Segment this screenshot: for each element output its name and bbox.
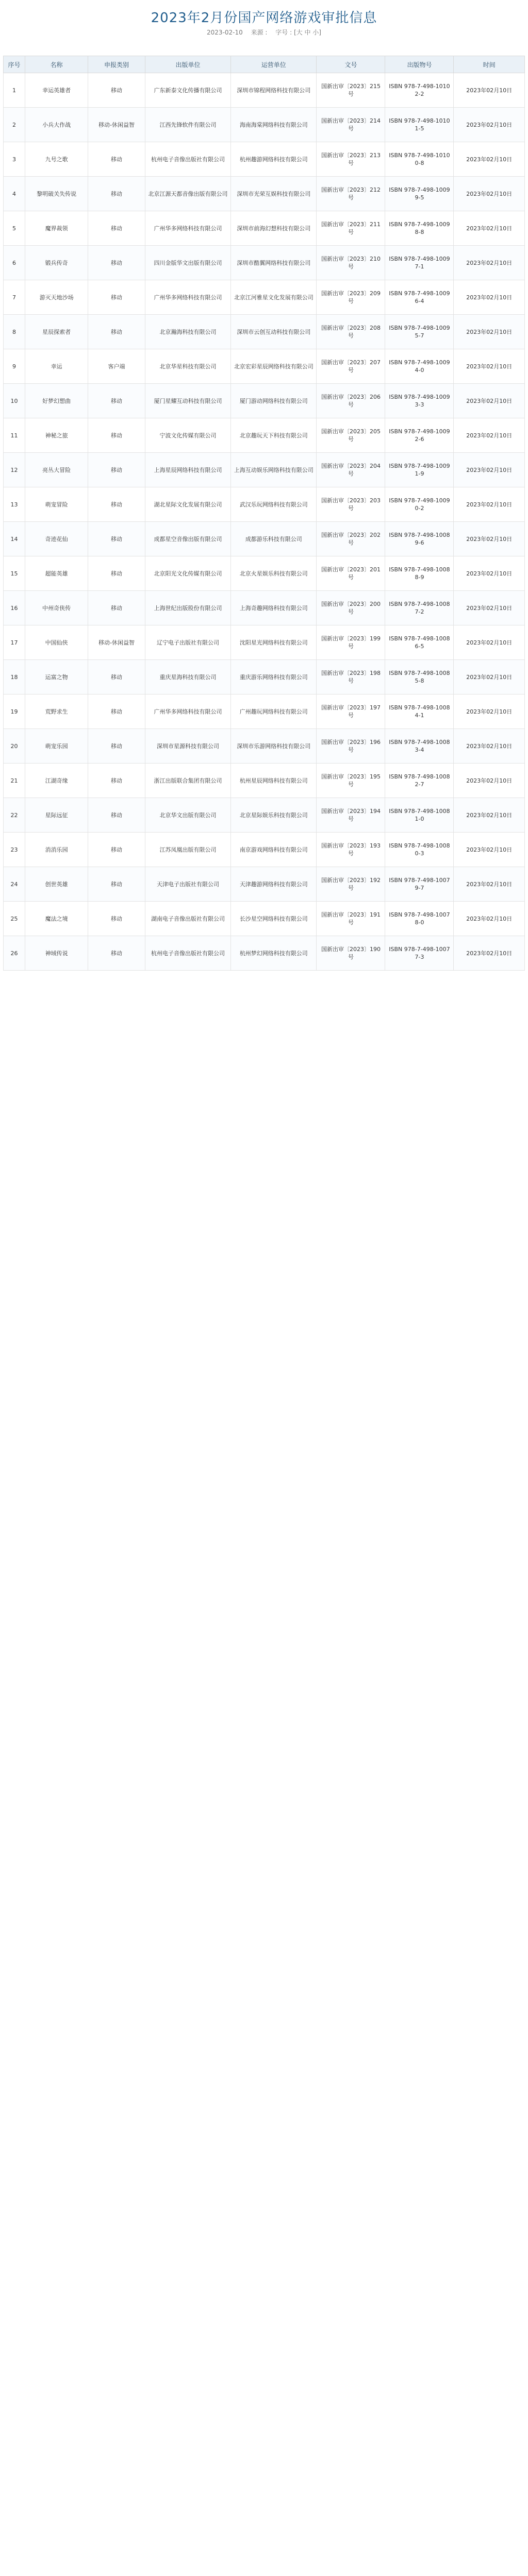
cell-publisher: 北京瀚海科技有限公司 bbox=[145, 315, 230, 349]
cell-isbn: ISBN 978-7-498-10087-2 bbox=[385, 591, 454, 625]
cell-operator: 杭州梦幻网络科技有限公司 bbox=[231, 936, 317, 971]
cell-date: 2023年02月10日 bbox=[454, 902, 525, 936]
cell-no: 18 bbox=[4, 660, 25, 694]
col-header-no: 序号 bbox=[4, 56, 25, 73]
cell-no: 7 bbox=[4, 280, 25, 315]
table-row bbox=[4, 280, 525, 315]
cell-isbn: ISBN 978-7-498-10079-7 bbox=[385, 867, 454, 902]
cell-publisher: 杭州电子音像出版社有限公司 bbox=[145, 936, 230, 971]
cell-name: 魔法之境 bbox=[25, 902, 88, 936]
cell-name: 好梦幻想曲 bbox=[25, 384, 88, 418]
cell-doc-no: 国新出审〔2023〕193号 bbox=[317, 833, 385, 867]
cell-type: 移动 bbox=[88, 729, 145, 764]
col-header-doc-no: 文号 bbox=[317, 56, 385, 73]
cell-doc-no: 国新出审〔2023〕210号 bbox=[317, 246, 385, 280]
cell-publisher: 北京华文出版有限公司 bbox=[145, 798, 230, 833]
table-row bbox=[4, 867, 525, 902]
cell-isbn: ISBN 978-7-498-10081-0 bbox=[385, 798, 454, 833]
cell-doc-no: 国新出审〔2023〕213号 bbox=[317, 142, 385, 177]
publish-date: 2023-02-10 bbox=[207, 29, 243, 36]
cell-operator: 长沙星空网络科技有限公司 bbox=[231, 902, 317, 936]
cell-type: 移动 bbox=[88, 246, 145, 280]
cell-operator: 北京星际娱乐科技有限公司 bbox=[231, 798, 317, 833]
cell-publisher: 广州华多网络科技有限公司 bbox=[145, 211, 230, 246]
table-row bbox=[4, 522, 525, 556]
cell-operator: 海南海棠网络科技有限公司 bbox=[231, 108, 317, 142]
cell-doc-no: 国新出审〔2023〕207号 bbox=[317, 349, 385, 384]
cell-doc-no: 国新出审〔2023〕201号 bbox=[317, 556, 385, 591]
approval-table-wrap bbox=[3, 56, 525, 2576]
cell-date: 2023年02月10日 bbox=[454, 936, 525, 971]
cell-type: 移动 bbox=[88, 798, 145, 833]
cell-name: 星辰探索者 bbox=[25, 315, 88, 349]
cell-no: 15 bbox=[4, 556, 25, 591]
cell-date: 2023年02月10日 bbox=[454, 108, 525, 142]
cell-name: 星际远征 bbox=[25, 798, 88, 833]
cell-doc-no: 国新出审〔2023〕211号 bbox=[317, 211, 385, 246]
cell-doc-no: 国新出审〔2023〕198号 bbox=[317, 660, 385, 694]
cell-publisher: 上海星辰网络科技有限公司 bbox=[145, 453, 230, 487]
cell-no: 25 bbox=[4, 902, 25, 936]
cell-name: 亮丛大冒险 bbox=[25, 453, 88, 487]
cell-isbn: ISBN 978-7-498-10098-8 bbox=[385, 211, 454, 246]
cell-name: 超能英雄 bbox=[25, 556, 88, 591]
cell-operator: 北京火星娱乐科技有限公司 bbox=[231, 556, 317, 591]
cell-operator: 天津趣游网络科技有限公司 bbox=[231, 867, 317, 902]
table-row bbox=[4, 211, 525, 246]
cell-publisher: 四川金版华文出版有限公司 bbox=[145, 246, 230, 280]
cell-type: 移动 bbox=[88, 384, 145, 418]
cell-publisher: 北京华星科技有限公司 bbox=[145, 349, 230, 384]
cell-isbn: ISBN 978-7-498-10099-5 bbox=[385, 177, 454, 211]
cell-operator: 南京游戏网络科技有限公司 bbox=[231, 833, 317, 867]
cell-publisher: 江西先锋软件有限公司 bbox=[145, 108, 230, 142]
cell-publisher: 天津电子出版社有限公司 bbox=[145, 867, 230, 902]
cell-date: 2023年02月10日 bbox=[454, 142, 525, 177]
cell-isbn: ISBN 978-7-498-10083-4 bbox=[385, 729, 454, 764]
col-header-name: 名称 bbox=[25, 56, 88, 73]
cell-name: 神域传说 bbox=[25, 936, 88, 971]
cell-type: 移动 bbox=[88, 694, 145, 729]
cell-publisher: 杭州电子音像出版社有限公司 bbox=[145, 142, 230, 177]
cell-doc-no: 国新出审〔2023〕190号 bbox=[317, 936, 385, 971]
cell-doc-no: 国新出审〔2023〕215号 bbox=[317, 73, 385, 108]
table-row bbox=[4, 142, 525, 177]
approval-table bbox=[3, 56, 525, 971]
cell-type: 移动 bbox=[88, 556, 145, 591]
font-size-switch[interactable]: 字号 : [大 中 小] bbox=[275, 29, 321, 36]
table-row bbox=[4, 246, 525, 280]
col-header-isbn: 出版物号 bbox=[385, 56, 454, 73]
cell-type: 移动-休闲益智 bbox=[88, 108, 145, 142]
cell-date: 2023年02月10日 bbox=[454, 384, 525, 418]
cell-type: 移动 bbox=[88, 73, 145, 108]
cell-no: 9 bbox=[4, 349, 25, 384]
cell-no: 2 bbox=[4, 108, 25, 142]
cell-name: 中国仙侠 bbox=[25, 625, 88, 660]
meta-line bbox=[0, 28, 528, 37]
cell-no: 1 bbox=[4, 73, 25, 108]
table-row bbox=[4, 418, 525, 453]
cell-date: 2023年02月10日 bbox=[454, 73, 525, 108]
table-row bbox=[4, 108, 525, 142]
cell-type: 移动 bbox=[88, 487, 145, 522]
table-row bbox=[4, 764, 525, 798]
cell-type: 移动 bbox=[88, 418, 145, 453]
cell-isbn: ISBN 978-7-498-10091-9 bbox=[385, 453, 454, 487]
table-row bbox=[4, 349, 525, 384]
cell-doc-no: 国新出审〔2023〕209号 bbox=[317, 280, 385, 315]
col-header-operator: 运营单位 bbox=[231, 56, 317, 73]
cell-operator: 北京江河雅星文化发展有限公司 bbox=[231, 280, 317, 315]
cell-no: 13 bbox=[4, 487, 25, 522]
cell-date: 2023年02月10日 bbox=[454, 522, 525, 556]
cell-type: 移动 bbox=[88, 177, 145, 211]
cell-type: 移动 bbox=[88, 867, 145, 902]
cell-name: 游灭天地沙场 bbox=[25, 280, 88, 315]
cell-isbn: ISBN 978-7-498-10094-0 bbox=[385, 349, 454, 384]
cell-no: 14 bbox=[4, 522, 25, 556]
cell-name: 创世英雄 bbox=[25, 867, 88, 902]
cell-isbn: ISBN 978-7-498-10086-5 bbox=[385, 625, 454, 660]
source-label: 来源 : bbox=[251, 29, 270, 36]
cell-operator: 深圳市锦程网络科技有限公司 bbox=[231, 73, 317, 108]
cell-isbn: ISBN 978-7-498-10078-0 bbox=[385, 902, 454, 936]
cell-date: 2023年02月10日 bbox=[454, 487, 525, 522]
cell-no: 8 bbox=[4, 315, 25, 349]
cell-date: 2023年02月10日 bbox=[454, 280, 525, 315]
cell-no: 26 bbox=[4, 936, 25, 971]
table-row bbox=[4, 729, 525, 764]
cell-doc-no: 国新出审〔2023〕212号 bbox=[317, 177, 385, 211]
table-row bbox=[4, 315, 525, 349]
cell-publisher: 厦门星耀互动科技有限公司 bbox=[145, 384, 230, 418]
cell-doc-no: 国新出审〔2023〕204号 bbox=[317, 453, 385, 487]
cell-doc-no: 国新出审〔2023〕206号 bbox=[317, 384, 385, 418]
cell-name: 小兵大作战 bbox=[25, 108, 88, 142]
cell-name: 萌宠冒险 bbox=[25, 487, 88, 522]
table-row bbox=[4, 660, 525, 694]
cell-doc-no: 国新出审〔2023〕202号 bbox=[317, 522, 385, 556]
cell-isbn: ISBN 978-7-498-10092-6 bbox=[385, 418, 454, 453]
cell-operator: 深圳市乐游网络科技有限公司 bbox=[231, 729, 317, 764]
cell-type: 客户端 bbox=[88, 349, 145, 384]
cell-isbn: ISBN 978-7-498-10100-8 bbox=[385, 142, 454, 177]
cell-date: 2023年02月10日 bbox=[454, 660, 525, 694]
cell-operator: 重庆游乐网络科技有限公司 bbox=[231, 660, 317, 694]
cell-name: 魔界裁领 bbox=[25, 211, 88, 246]
cell-isbn: ISBN 978-7-498-10089-6 bbox=[385, 522, 454, 556]
cell-isbn: ISBN 978-7-498-10080-3 bbox=[385, 833, 454, 867]
cell-no: 19 bbox=[4, 694, 25, 729]
cell-operator: 杭州趣游网络科技有限公司 bbox=[231, 142, 317, 177]
cell-date: 2023年02月10日 bbox=[454, 833, 525, 867]
cell-doc-no: 国新出审〔2023〕203号 bbox=[317, 487, 385, 522]
cell-publisher: 广东新泰文化传播有限公司 bbox=[145, 73, 230, 108]
table-row bbox=[4, 936, 525, 971]
cell-isbn: ISBN 978-7-498-10082-7 bbox=[385, 764, 454, 798]
cell-type: 移动 bbox=[88, 453, 145, 487]
cell-type: 移动 bbox=[88, 660, 145, 694]
cell-no: 12 bbox=[4, 453, 25, 487]
col-header-type: 申报类别 bbox=[88, 56, 145, 73]
cell-name: 运富之物 bbox=[25, 660, 88, 694]
cell-type: 移动 bbox=[88, 833, 145, 867]
cell-isbn: ISBN 978-7-498-10084-1 bbox=[385, 694, 454, 729]
cell-name: 黎明破关失传说 bbox=[25, 177, 88, 211]
cell-date: 2023年02月10日 bbox=[454, 556, 525, 591]
cell-type: 移动 bbox=[88, 142, 145, 177]
cell-date: 2023年02月10日 bbox=[454, 867, 525, 902]
cell-name: 幸运 bbox=[25, 349, 88, 384]
cell-doc-no: 国新出审〔2023〕208号 bbox=[317, 315, 385, 349]
cell-date: 2023年02月10日 bbox=[454, 625, 525, 660]
cell-no: 3 bbox=[4, 142, 25, 177]
cell-doc-no: 国新出审〔2023〕199号 bbox=[317, 625, 385, 660]
cell-isbn: ISBN 978-7-498-10095-7 bbox=[385, 315, 454, 349]
cell-publisher: 宁波文化传媒有限公司 bbox=[145, 418, 230, 453]
cell-type: 移动-休闲益智 bbox=[88, 625, 145, 660]
cell-type: 移动 bbox=[88, 280, 145, 315]
cell-isbn: ISBN 978-7-498-10093-3 bbox=[385, 384, 454, 418]
cell-isbn: ISBN 978-7-498-10088-9 bbox=[385, 556, 454, 591]
table-row bbox=[4, 73, 525, 108]
cell-isbn: ISBN 978-7-498-10101-5 bbox=[385, 108, 454, 142]
cell-name: 神秘之旅 bbox=[25, 418, 88, 453]
table-row bbox=[4, 177, 525, 211]
cell-operator: 北京宏彩星辰网络科技有限公司 bbox=[231, 349, 317, 384]
cell-no: 4 bbox=[4, 177, 25, 211]
table-row bbox=[4, 453, 525, 487]
cell-no: 23 bbox=[4, 833, 25, 867]
cell-operator: 深圳市酷翼网络科技有限公司 bbox=[231, 246, 317, 280]
cell-no: 10 bbox=[4, 384, 25, 418]
cell-date: 2023年02月10日 bbox=[454, 315, 525, 349]
cell-name: 锻兵传奇 bbox=[25, 246, 88, 280]
cell-name: 九号之歌 bbox=[25, 142, 88, 177]
cell-no: 5 bbox=[4, 211, 25, 246]
table-body bbox=[4, 73, 525, 971]
cell-operator: 深圳市光荣互娱科技有限公司 bbox=[231, 177, 317, 211]
cell-no: 6 bbox=[4, 246, 25, 280]
cell-no: 16 bbox=[4, 591, 25, 625]
col-header-publisher: 出版单位 bbox=[145, 56, 230, 73]
cell-date: 2023年02月10日 bbox=[454, 591, 525, 625]
cell-doc-no: 国新出审〔2023〕195号 bbox=[317, 764, 385, 798]
cell-operator: 深圳市云创互动科技有限公司 bbox=[231, 315, 317, 349]
cell-publisher: 上海世纪出版股份有限公司 bbox=[145, 591, 230, 625]
cell-type: 移动 bbox=[88, 315, 145, 349]
table-row bbox=[4, 902, 525, 936]
cell-publisher: 重庆星海科技有限公司 bbox=[145, 660, 230, 694]
cell-name: 萌宠乐园 bbox=[25, 729, 88, 764]
cell-publisher: 成都星空音像出版有限公司 bbox=[145, 522, 230, 556]
cell-publisher: 湖南电子音像出版社有限公司 bbox=[145, 902, 230, 936]
cell-type: 移动 bbox=[88, 764, 145, 798]
cell-operator: 厦门游动网络科技有限公司 bbox=[231, 384, 317, 418]
cell-publisher: 辽宁电子出版社有限公司 bbox=[145, 625, 230, 660]
cell-operator: 北京趣玩天下科技有限公司 bbox=[231, 418, 317, 453]
cell-date: 2023年02月10日 bbox=[454, 211, 525, 246]
cell-operator: 上海互动娱乐网络科技有限公司 bbox=[231, 453, 317, 487]
cell-isbn: ISBN 978-7-498-10102-2 bbox=[385, 73, 454, 108]
cell-name: 荒野求生 bbox=[25, 694, 88, 729]
cell-no: 21 bbox=[4, 764, 25, 798]
cell-no: 11 bbox=[4, 418, 25, 453]
cell-isbn: ISBN 978-7-498-10096-4 bbox=[385, 280, 454, 315]
page-title: 2023年2月份国产网络游戏审批信息 bbox=[151, 10, 377, 26]
table-header-row bbox=[4, 56, 525, 73]
cell-doc-no: 国新出审〔2023〕192号 bbox=[317, 867, 385, 902]
table-row bbox=[4, 591, 525, 625]
table-row bbox=[4, 556, 525, 591]
col-header-date: 时间 bbox=[454, 56, 525, 73]
cell-doc-no: 国新出审〔2023〕197号 bbox=[317, 694, 385, 729]
cell-isbn: ISBN 978-7-498-10097-1 bbox=[385, 246, 454, 280]
cell-name: 幸运英雄者 bbox=[25, 73, 88, 108]
cell-publisher: 北京江源天都音像出版有限公司 bbox=[145, 177, 230, 211]
cell-isbn: ISBN 978-7-498-10085-8 bbox=[385, 660, 454, 694]
table-row bbox=[4, 833, 525, 867]
cell-date: 2023年02月10日 bbox=[454, 453, 525, 487]
cell-name: 消消乐园 bbox=[25, 833, 88, 867]
cell-name: 中州奇侠传 bbox=[25, 591, 88, 625]
cell-type: 移动 bbox=[88, 936, 145, 971]
cell-publisher: 深圳市星源科技有限公司 bbox=[145, 729, 230, 764]
cell-no: 24 bbox=[4, 867, 25, 902]
cell-operator: 沈阳星光网络科技有限公司 bbox=[231, 625, 317, 660]
cell-publisher: 江苏凤凰出版有限公司 bbox=[145, 833, 230, 867]
cell-operator: 深圳市前海幻想科技有限公司 bbox=[231, 211, 317, 246]
table-row bbox=[4, 798, 525, 833]
cell-date: 2023年02月10日 bbox=[454, 764, 525, 798]
cell-type: 移动 bbox=[88, 522, 145, 556]
table-row bbox=[4, 487, 525, 522]
cell-doc-no: 国新出审〔2023〕194号 bbox=[317, 798, 385, 833]
cell-date: 2023年02月10日 bbox=[454, 246, 525, 280]
cell-operator: 武汉乐玩网络科技有限公司 bbox=[231, 487, 317, 522]
cell-doc-no: 国新出审〔2023〕205号 bbox=[317, 418, 385, 453]
table-row bbox=[4, 384, 525, 418]
cell-doc-no: 国新出审〔2023〕200号 bbox=[317, 591, 385, 625]
cell-publisher: 北京阳光文化传媒有限公司 bbox=[145, 556, 230, 591]
cell-operator: 成都游乐科技有限公司 bbox=[231, 522, 317, 556]
cell-date: 2023年02月10日 bbox=[454, 177, 525, 211]
cell-no: 20 bbox=[4, 729, 25, 764]
cell-publisher: 广州华多网络科技有限公司 bbox=[145, 280, 230, 315]
cell-operator: 杭州星辰网络科技有限公司 bbox=[231, 764, 317, 798]
cell-type: 移动 bbox=[88, 211, 145, 246]
cell-isbn: ISBN 978-7-498-10077-3 bbox=[385, 936, 454, 971]
cell-name: 江湖奇缘 bbox=[25, 764, 88, 798]
cell-publisher: 广州华多网络科技有限公司 bbox=[145, 694, 230, 729]
cell-date: 2023年02月10日 bbox=[454, 418, 525, 453]
cell-no: 17 bbox=[4, 625, 25, 660]
cell-date: 2023年02月10日 bbox=[454, 798, 525, 833]
table-row bbox=[4, 694, 525, 729]
cell-date: 2023年02月10日 bbox=[454, 729, 525, 764]
cell-type: 移动 bbox=[88, 902, 145, 936]
cell-date: 2023年02月10日 bbox=[454, 349, 525, 384]
cell-doc-no: 国新出审〔2023〕191号 bbox=[317, 902, 385, 936]
cell-doc-no: 国新出审〔2023〕214号 bbox=[317, 108, 385, 142]
cell-date: 2023年02月10日 bbox=[454, 694, 525, 729]
cell-doc-no: 国新出审〔2023〕196号 bbox=[317, 729, 385, 764]
cell-publisher: 浙江出版联合集团有限公司 bbox=[145, 764, 230, 798]
cell-publisher: 湖北星际文化发展有限公司 bbox=[145, 487, 230, 522]
cell-isbn: ISBN 978-7-498-10090-2 bbox=[385, 487, 454, 522]
cell-operator: 上海奇趣网络科技有限公司 bbox=[231, 591, 317, 625]
table-row bbox=[4, 625, 525, 660]
cell-name: 奇迹花仙 bbox=[25, 522, 88, 556]
cell-no: 22 bbox=[4, 798, 25, 833]
cell-operator: 广州趣玩网络科技有限公司 bbox=[231, 694, 317, 729]
cell-type: 移动 bbox=[88, 591, 145, 625]
